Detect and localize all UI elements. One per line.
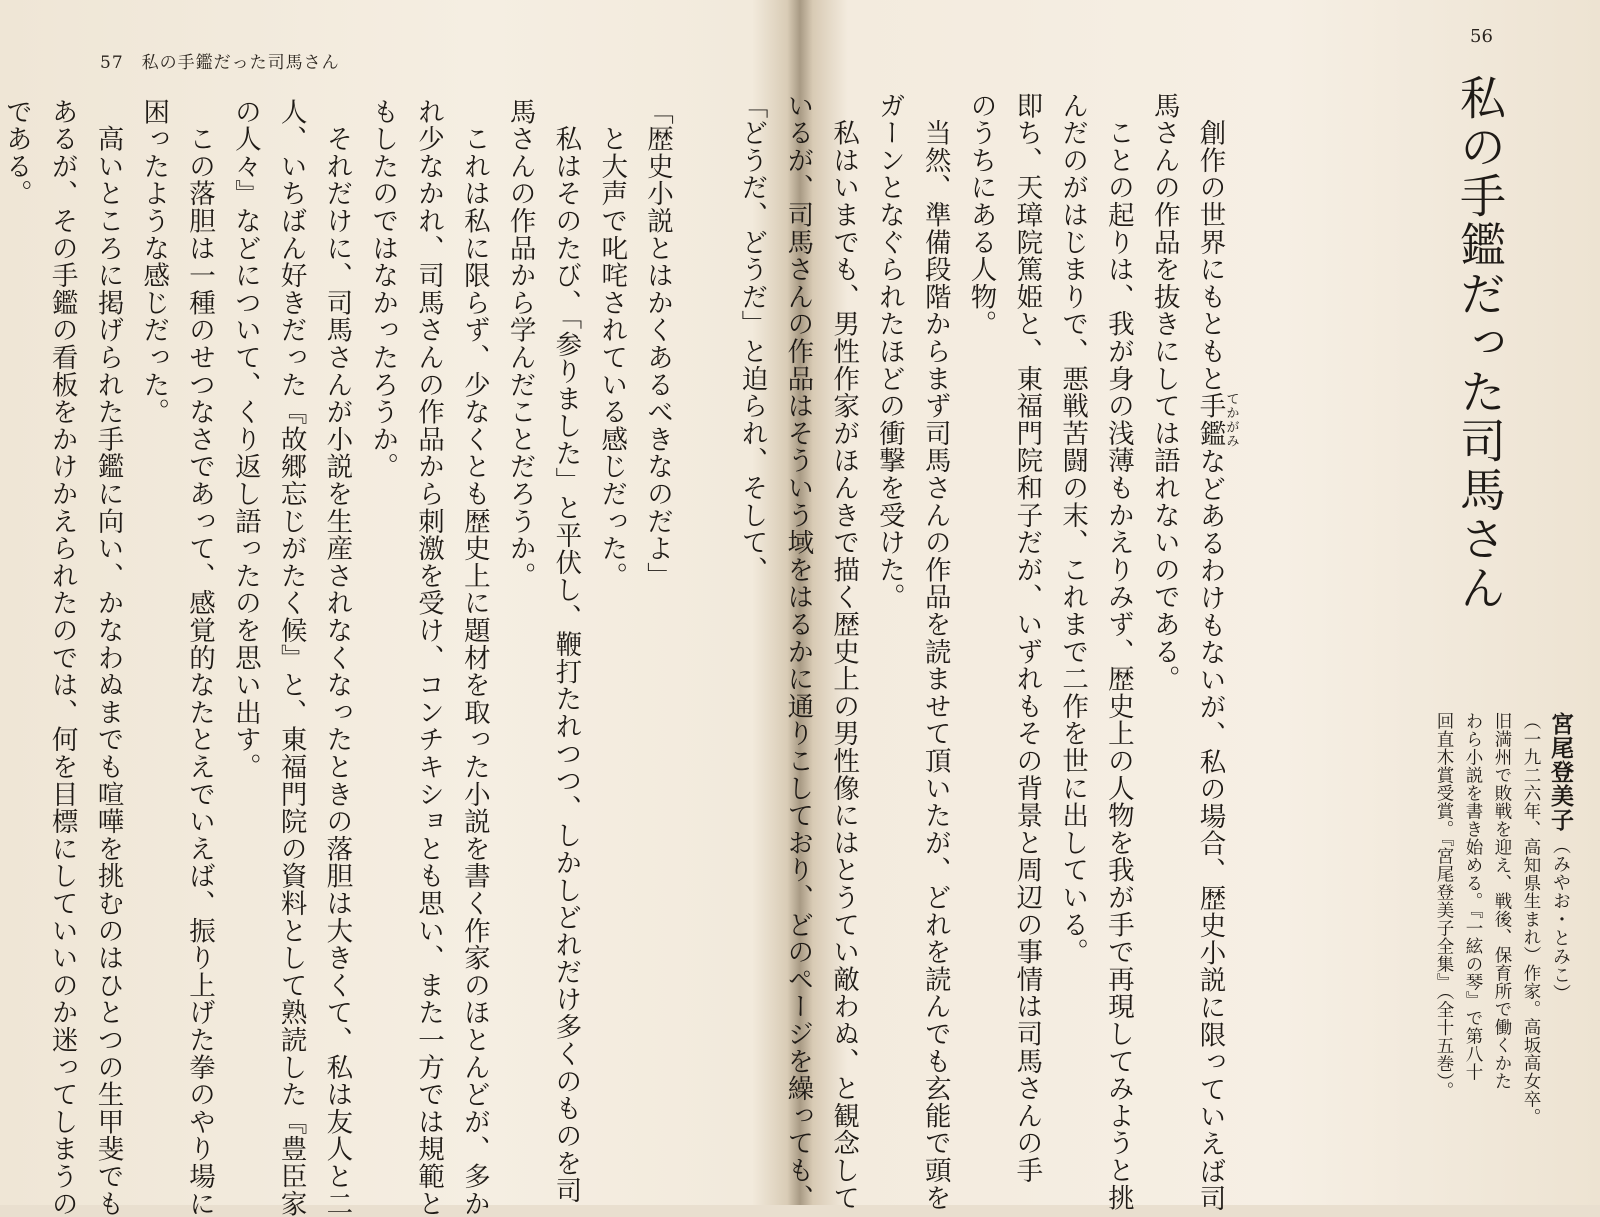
text-line: それだけに、司馬さんが小説を生産されなくなったときの落胆は大きくて、私は友人と二: [321, 98, 353, 1217]
text-line: 私はそのたび、「参りました」と平伏し、鞭打たれつつ、しかしどれだけ多くのものを司: [550, 98, 582, 1205]
text-line: である。: [0, 98, 32, 208]
left-body-text: [0, 98, 680, 1217]
bio-line: （一九二六年、高知県生まれ）作家。高坂高女卒。: [1521, 712, 1541, 1126]
author-name: 宮尾登美子: [1547, 712, 1574, 832]
text-line: 即ち、天璋院篤姫と、東福門院和子だが、いずれもその背景と周辺の事情は司馬さんの手: [1011, 92, 1043, 1184]
text-line: 創作の世界にもともと手鑑てかがみなどあるわけもないが、私の場合、歴史小説に限っていえば司: [1194, 92, 1239, 1213]
bio-line: わら小説を書き始める。『一絃の琴』で第八十: [1463, 712, 1483, 1082]
article-title: 私の手鑑だった司馬さん: [1453, 74, 1507, 613]
text-line: これは私に限らず、少なくとも歴史上に題材を取った小説を書く作家のほとんどが、多か: [458, 98, 490, 1217]
text-line: 馬さんの作品を抜きにしては語れないのである。: [1148, 92, 1180, 693]
bio-heading: [1545, 712, 1575, 1182]
right-body-text: [736, 92, 1239, 1213]
running-head: [100, 48, 340, 73]
text-line: の人々』などについて、くり返し語ったのを思い出す。: [229, 98, 261, 781]
text-line: 当然、準備段階からまず司馬さんの作品を読ませて頂いたが、どれを読んでも玄能で頭を: [919, 92, 951, 1212]
text-line: 「歴史小説とはかくあるべきなのだよ」: [642, 98, 673, 590]
text-line: 困ったような感じだった。: [138, 98, 170, 426]
text-line: 私はいまでも、男性作家がほんきで描く歴史上の男性像にはとうてい敵わぬ、と観念して: [828, 92, 860, 1212]
author-reading: （みやお・とみこ）: [1550, 836, 1571, 1003]
text-line: もしたのではなかったろうか。: [367, 98, 399, 481]
left-page: [0, 0, 790, 1217]
text-line: 人、いちばん好きだった『故郷忘じがたく候』と、東福門院の資料として熟読した『豊臣家: [275, 98, 307, 1217]
text-line: あるが、その手鑑の看板をかけかえられたのでは、何を目標にしていいのか迷ってしまうの: [46, 98, 78, 1217]
text-line: 高いところに掲げられた手鑑に向い、かなわぬまでも喧嘩を挑むのはひとつの生甲斐でも: [92, 98, 124, 1217]
text-line: この落胆は一種のせつなさであって、感覚的なたとえでいえば、振り上げた拳のやり場に: [184, 98, 216, 1217]
text-line: んだのがはじまりで、悪戦苦闘の末、これまで二作を世に出している。: [1057, 92, 1089, 966]
bio-line: 回直木賞受賞。『宮尾登美子全集』（全十五巻）。: [1434, 712, 1454, 1100]
bio-line: 旧満州で敗戦を迎え、戦後、保育所で働くかた: [1492, 712, 1512, 1090]
text-line: と大声で叱咤されている感じだった。: [596, 98, 628, 590]
text-line: れ少なかれ、司馬さんの作品から刺激を受け、コンチキショとも思い、また一方では規範と: [413, 98, 445, 1217]
text-line: のうちにある人物。: [965, 92, 997, 338]
running-head-title: 私の手鑑だった司馬さん: [141, 53, 340, 73]
ruby-reading: てかがみ: [1223, 391, 1239, 449]
left-page-number: 57: [100, 53, 124, 73]
text-line: いるが、司馬さんの作品はそういう域をはるかに通りこしており、どのページを繰っても、: [782, 92, 814, 1212]
right-page: [736, 0, 1600, 1213]
right-page-number: 56: [1470, 26, 1493, 47]
text-line: 「どうだ、どうだ」と迫られ、そして、: [736, 92, 768, 584]
text-line: ことの起りは、我が身の浅薄もかえりみず、歴史上の人物を我が手で再現してみようと挑: [1102, 92, 1134, 1212]
ruby-word: 手鑑てかがみ: [1194, 391, 1239, 449]
author-bio: [1405, 712, 1575, 1182]
text-line: ガーンとなぐられたほどの衝撃を受けた。: [873, 92, 905, 611]
text-line: 馬さんの作品から学んだことだろうか。: [504, 98, 536, 590]
